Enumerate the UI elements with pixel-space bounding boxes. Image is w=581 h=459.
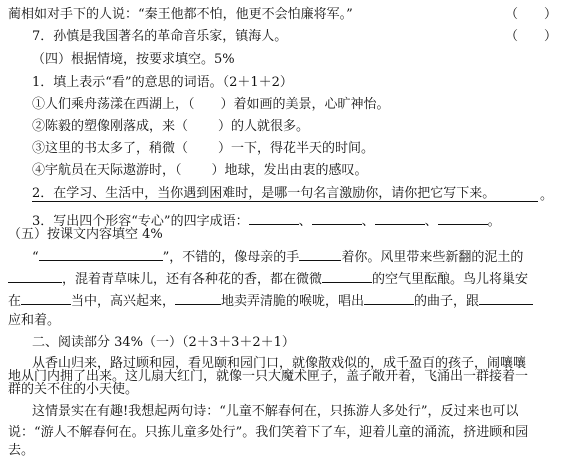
q1-item	[32, 163, 368, 179]
separator: 、	[298, 214, 312, 229]
judgement-line-6: 蔺相如对手下的人说：“秦王他都不怕，他更不会怕廉将军。”	[8, 7, 353, 22]
q1-title: 1．填上表示“看”的意思的词语。（2＋1＋2）	[32, 75, 293, 90]
passage-line: 这情景实在有趣!我想起两句诗：“儿童不解春何在，只拣游人多处行”，反过来也可以	[32, 404, 519, 419]
fill-line-2	[8, 270, 528, 288]
idiom-blank[interactable]	[249, 212, 299, 225]
idiom-blank[interactable]	[375, 212, 425, 225]
text-segment: 当中，高兴起来，	[71, 294, 176, 309]
q1-item-post: ）地球，发出由衷的感叹。	[211, 163, 368, 178]
answer-parentheses[interactable]: （ ）	[505, 7, 558, 22]
q2-answer-line[interactable]	[32, 200, 538, 202]
text-segment: 在	[8, 294, 22, 309]
text-segment: 地卖弄清脆的喉咙，唱出	[221, 294, 365, 309]
text-segment: 的空气里酝酿。鸟儿将巢安	[372, 272, 529, 287]
q1-item-post: ）着如画的美景，心旷神怡。	[220, 97, 390, 112]
fill-blank[interactable]	[8, 270, 62, 283]
q1-item-post: ）的人就很多。	[218, 119, 310, 134]
q1-item-pre: ②陈毅的塑像刚落成，来（	[32, 119, 189, 134]
fill-blank[interactable]	[322, 270, 372, 283]
text-segment: 着你。风里带来些新翻的泥土的	[341, 250, 524, 265]
fill-blank[interactable]	[299, 248, 341, 261]
fill-blank[interactable]	[39, 248, 163, 261]
q1-item-pre: ③这里的书太多了，稍微（	[32, 141, 189, 156]
q2-text: 2．在学习、生活中，当你遇到困难时，是哪一句名言激励你，请你把它写下来。	[32, 186, 496, 201]
fill-blank[interactable]	[21, 292, 71, 305]
fill-blank[interactable]	[479, 292, 533, 305]
answer-parentheses[interactable]: （ ）	[505, 29, 558, 44]
idiom-blank[interactable]	[312, 212, 362, 225]
judgement-line-7: 7．孙慎是我国著名的革命音乐家，镇海人。	[32, 29, 288, 44]
q1-item-post: ）一下，得花半天的时间。	[218, 141, 375, 156]
section-4-title: （四）根据情境，按要求填空。5%	[32, 52, 235, 67]
fill-blank[interactable]	[364, 292, 414, 305]
text-segment: 的曲子，跟	[414, 294, 480, 309]
fill-line-3	[8, 292, 533, 310]
text-segment: ”，不错的，像母亲的手	[162, 250, 300, 265]
q1-item	[32, 141, 374, 157]
fill-line-4: 应和着。	[8, 313, 61, 328]
text-segment: ，混着青草味儿，还有各种花的香，都在微微	[62, 272, 323, 287]
q3-text: 3．写出四个形容“专心”的四字成语：	[32, 214, 249, 229]
passage-line: 说：“游人不解春何在。只拣儿童多处行”。我们笑着下了车，迎着儿童的涌流，挤进顾和园	[8, 425, 529, 440]
passage-line: 去。	[8, 443, 35, 458]
q1-item	[32, 97, 390, 113]
fill-blank[interactable]	[175, 292, 221, 305]
passage-line: 群的关不住的小天使。	[8, 382, 139, 397]
fill-line-1	[32, 248, 523, 266]
separator: 、	[361, 214, 375, 229]
section-5-title: （五）按课文内容填空 4%	[8, 227, 163, 242]
reading-title: 二、阅读部分 34%（一）（2＋3＋3＋2＋1）	[32, 335, 295, 350]
passage-line: 地从门内拥了出来。这儿扇大红门，就像一只大魔术匣子，盖子敞开着，飞涌出一群接着一	[8, 369, 529, 384]
q1-item-pre: ①人们乘舟荡漾在西湖上，（	[32, 97, 195, 112]
separator: 、	[424, 214, 438, 229]
q1-item-pre: ④宇航员在天际遨游时，（	[32, 163, 182, 178]
idiom-blank[interactable]	[438, 212, 488, 225]
q3-end-mark: 。	[487, 214, 501, 229]
q2-end-mark: 。	[540, 188, 554, 203]
passage-line: 从香山归来，路过顾和园，看见颐和园门口，就像散戏似的，成千盈百的孩子，闹嚷嚷	[32, 356, 527, 371]
text-segment: “	[32, 250, 39, 265]
q1-item	[32, 119, 309, 135]
